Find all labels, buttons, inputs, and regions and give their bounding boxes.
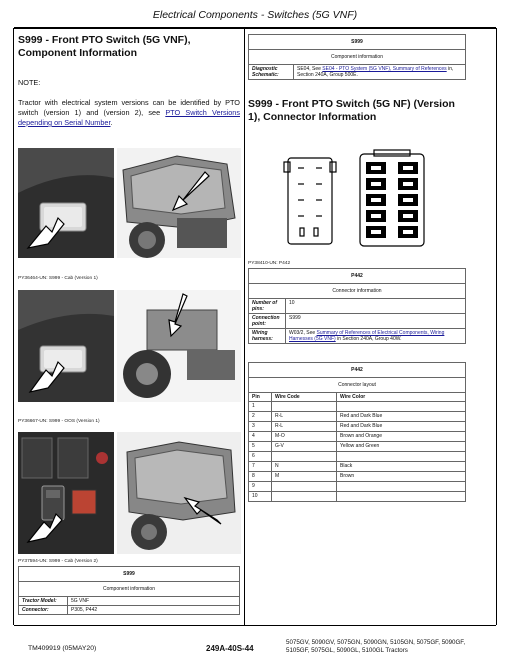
- photo-switch-oos-v1-tractor: [117, 290, 241, 402]
- wire-code-cell: R-L: [272, 412, 337, 422]
- pins-key: Number of pins:: [249, 299, 286, 314]
- diag-pre: SE04, See: [297, 66, 321, 72]
- connector-info-table: [248, 268, 466, 344]
- pin-cell: 9: [249, 482, 272, 492]
- table-title: S999: [19, 567, 240, 582]
- col-header-wire-color: Wire Color: [337, 393, 466, 402]
- wiring-harness-link[interactable]: Summary of References of Electrical Components, Wiring Harnesses (5G VNF): [289, 330, 445, 342]
- component-info-table-right: [248, 34, 466, 80]
- pin-cell: 3: [249, 422, 272, 432]
- wire-color-cell: [337, 492, 466, 502]
- table-row: [249, 314, 466, 329]
- table-row: [19, 597, 240, 606]
- table-subtitle: Connector information: [249, 284, 466, 299]
- table-row: [249, 65, 466, 80]
- wire-code-cell: [272, 492, 337, 502]
- table-row: [249, 492, 466, 502]
- table-row: [249, 412, 466, 422]
- wire-code-cell: [272, 402, 337, 412]
- se04-reference-link[interactable]: SE04 - PTO System (5G VNF), Summary of References: [322, 66, 447, 72]
- component-heading: S999 - Front PTO Switch (5G VNF), Component Information: [18, 34, 191, 59]
- table-row: [19, 606, 240, 615]
- note-end: .: [110, 118, 113, 127]
- column-divider: [244, 28, 245, 625]
- wire-color-cell: [337, 482, 466, 492]
- row-key: Connector:: [19, 606, 68, 615]
- layout-rows: [249, 402, 466, 502]
- photo-switch-oos-v1-closeup: [18, 290, 114, 402]
- diagnostic-key: Diagnostic Schematic:: [249, 65, 294, 80]
- col-header-wire-code: Wire Code: [272, 393, 337, 402]
- pin-cell: 8: [249, 472, 272, 482]
- harness-pre: W03/2, See: [289, 330, 316, 336]
- connector-layout-table: [248, 362, 466, 502]
- pin-cell: 5: [249, 442, 272, 452]
- photo-switch-cab-v2-tractor: [117, 432, 241, 554]
- pin-cell: 10: [249, 492, 272, 502]
- table-title: S999: [249, 35, 466, 50]
- table-row: [249, 432, 466, 442]
- pin-cell: 2: [249, 412, 272, 422]
- pin-cell: 7: [249, 462, 272, 472]
- note-label: NOTE:: [18, 78, 41, 87]
- photo-switch-cab-v1-tractor: [117, 148, 241, 258]
- harness-key: Wiring harness:: [249, 329, 286, 344]
- wire-color-cell: [337, 452, 466, 462]
- table-row: [249, 299, 466, 314]
- harness-value: [286, 329, 466, 344]
- connector-image-caption: PY38410-UN: P442: [248, 261, 291, 266]
- footer-page-number: 249A-40S-44: [206, 644, 254, 653]
- note-text: Tractor with electrical system versions can be identified by PTO switch (version 1) and (version 2), see: [18, 98, 240, 117]
- table-row: [249, 472, 466, 482]
- wire-color-cell: Yellow and Green: [337, 442, 466, 452]
- table-subtitle: Connector layout: [249, 378, 466, 393]
- wire-code-cell: G-V: [272, 442, 337, 452]
- pto-versions-link[interactable]: PTO Switch Versions depending on Serial Number: [18, 108, 240, 127]
- table-row: [249, 482, 466, 492]
- note-paragraph: [18, 98, 240, 128]
- photo-switch-cab-v1-closeup: [18, 148, 114, 258]
- table-row: [249, 442, 466, 452]
- diagnostic-value: [294, 65, 466, 80]
- table-subtitle: Component information: [19, 582, 240, 597]
- row-value: P305, P442: [68, 606, 240, 615]
- point-value: S999: [286, 314, 466, 329]
- page-header: Electrical Components - Switches (5G VNF): [152, 9, 358, 21]
- point-key: Connection point:: [249, 314, 286, 329]
- wire-code-cell: [272, 452, 337, 462]
- photo-switch-cab-v2-closeup: [18, 432, 114, 554]
- wire-color-cell: Red and Dark Blue: [337, 412, 466, 422]
- photo-caption-3: PY37594-UN: S999 - Cab (Version 2): [18, 559, 98, 564]
- wire-color-cell: [337, 402, 466, 412]
- table-row: [249, 402, 466, 412]
- footer-doc-id: TM409919 (05MAY20): [28, 645, 97, 652]
- pin-cell: 4: [249, 432, 272, 442]
- wire-color-cell: Brown: [337, 472, 466, 482]
- left-border: [13, 28, 14, 625]
- wire-code-cell: M: [272, 472, 337, 482]
- header-row: [249, 393, 466, 402]
- photo-caption-1: PY36464-UN: S999 - Cab (Version 1): [18, 276, 98, 281]
- diag-post: in, Section 240A, Group 500E.: [297, 66, 454, 78]
- table-row: [249, 329, 466, 344]
- table-subtitle: Component information: [249, 50, 466, 65]
- connector-heading: S999 - Front PTO Switch (5G NF) (Version 1), Connector Information: [248, 98, 455, 123]
- col-header-pin: Pin: [249, 393, 272, 402]
- wire-code-cell: M-O: [272, 432, 337, 442]
- table-title: P442: [249, 363, 466, 378]
- footer-models: 5075GV, 5090GV, 5075GN, 5090GN, 5105GN, 5075GF, 5090GF, 5105GF, 5075GL, 5090GL, 5100GL Tractors: [286, 639, 466, 654]
- table-row: [249, 462, 466, 472]
- wire-code-cell: N: [272, 462, 337, 472]
- component-info-table-left: [18, 566, 240, 615]
- pin-cell: 6: [249, 452, 272, 462]
- header-rule: [14, 27, 496, 29]
- wire-code-cell: R-L: [272, 422, 337, 432]
- connector-drawing: [248, 148, 466, 258]
- wire-color-cell: Brown and Orange: [337, 432, 466, 442]
- table-row: [249, 452, 466, 462]
- harness-post: in Section 240A, Group 40W.: [337, 336, 402, 342]
- photo-caption-2: PY36667-UN: S999 - OOS (Version 1): [18, 419, 100, 424]
- row-value: 5G VNF: [68, 597, 240, 606]
- table-title: P442: [249, 269, 466, 284]
- pins-value: 10: [286, 299, 466, 314]
- right-border: [496, 28, 497, 625]
- footer-rule: [14, 625, 496, 626]
- pin-cell: 1: [249, 402, 272, 412]
- wire-code-cell: [272, 482, 337, 492]
- row-key: Tractor Model:: [19, 597, 68, 606]
- table-row: [249, 422, 466, 432]
- wire-color-cell: Red and Dark Blue: [337, 422, 466, 432]
- wire-color-cell: Black: [337, 462, 466, 472]
